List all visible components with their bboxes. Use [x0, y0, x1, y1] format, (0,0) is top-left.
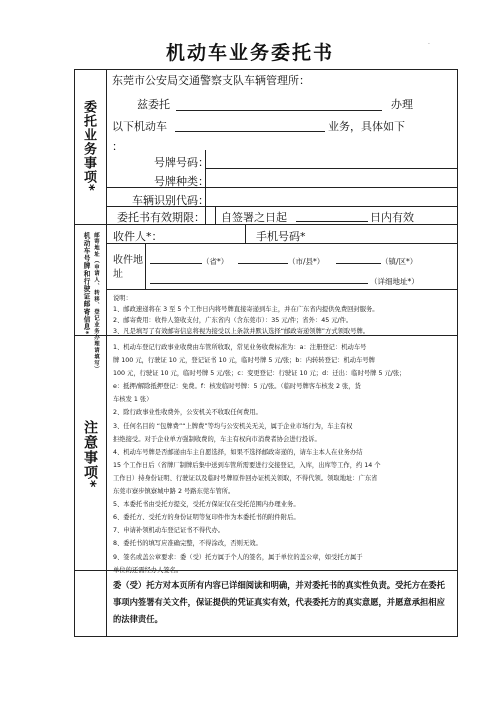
city-blank[interactable]	[238, 263, 288, 264]
validity-unit: 日内有效	[370, 211, 414, 224]
entrust-line2-suffix: 业务，具体如下	[328, 120, 405, 133]
notice-line: 工作日）持身份证明、行驶证以及临时号牌原件回办证机关领取，不得代领。领取地址：广东省	[113, 474, 378, 482]
vehicle-blank[interactable]	[175, 131, 325, 132]
footer-statement: 委（受）托方对本页所有内容已详细阅读和明确，并对委托书的真实性负责。受托方在委托事项内签署有关文件，保证提供的凭证真实有效，代表委托方的真实意愿，并愿意承担相应的法律责任。	[113, 580, 445, 624]
address-label: 收件地址	[113, 255, 143, 280]
plate-type-label: 号牌种类：	[154, 175, 209, 188]
recipient-label: 收件人*：	[113, 230, 163, 243]
validity-from: 自签署之日起	[221, 211, 287, 224]
entrust-line3: ：	[112, 140, 123, 153]
notes-heading: 说明：	[113, 295, 132, 302]
page-dot: ·	[428, 41, 430, 48]
notice-line: 东莞市寮步镇寮城中路 2 号路东莞车管所。	[113, 488, 235, 496]
delivery-side-label-sub: 邮寄地址（申请人、转移、登记业务办理请填写）	[93, 232, 99, 373]
notice-line: 牌 100 元，行驶证 10 元，登记证书 10 元，临时号牌 5 元/张；b：内转转登记：机动车号牌	[113, 357, 375, 365]
authority-line: 东莞市公安局交通警察支队车辆管理所：	[112, 74, 310, 87]
town-blank[interactable]	[336, 263, 381, 264]
notice-side-label: 注意事项*	[82, 420, 98, 489]
entrust-line2-prefix: 以下机动车	[112, 120, 167, 133]
side-column-divider	[106, 70, 107, 636]
detail-address-blank[interactable]	[150, 283, 368, 284]
phone-label: 手机号码*	[256, 230, 306, 243]
notice-line: 车核发 1 张）	[113, 396, 153, 404]
notice-line: 15 个工作日后（省牌厂制牌后集中送到车管所需要进行交接登记，入库，出库等工作，约 14 个	[113, 461, 381, 469]
validity-days-blank[interactable]	[296, 221, 368, 222]
detail-address-label: （详细地址*）	[370, 277, 419, 286]
notice-line: 6、委托方、受托方的身份证明等复印件作为本委托书的附件附后。	[113, 514, 300, 522]
notice-line: 8、委托书的填写应准确完整，不得涂改，否则无效。	[113, 540, 262, 548]
notice-text	[113, 341, 455, 577]
note-line: 1、邮政速递将在 3 至 5 个工作日内将号牌直接寄递到车主，并在广东省内提供免费回封服务。	[113, 306, 379, 313]
entrustee-blank[interactable]	[176, 110, 382, 111]
validity-label: 委托书有效期限：	[117, 211, 205, 224]
entrust-line1-prefix: 兹委托	[137, 98, 170, 111]
city-label: （市/县*）	[288, 257, 325, 266]
notice-line: 单位的还需经办人签名。	[113, 566, 183, 574]
notice-line: 3、任何名目的 “包牌费”“上牌费”等均与公安机关无关，属于企业市场行为，车主有权	[113, 422, 353, 430]
notice-line: 4、机动车号牌是否邮递由车主自愿选择，如果不选择邮政寄递的，请车主本人在业务办结	[113, 448, 363, 456]
note-line: 3、凡是填写了有效邮寄信息将视为接受以上条款并默认选择“邮政寄递领牌”方式领取号牌。	[113, 328, 370, 335]
notice-line: 5、本委托书由受托方提交，受托方保证仅在受托范围内办理业务。	[113, 501, 300, 509]
notice-line: 9、签名或盖公章要求：委（受）托方属于个人的签名，属于单位的盖公章，如受托方属于	[113, 553, 363, 561]
entrust-line1-suffix: 办理	[391, 98, 413, 111]
entrust-side-label: 委托业务事项*	[81, 100, 96, 192]
note-line: 2、邮寄费用：收件人签收支付，广东省内（含东莞市）：35 元/件；省外：45 元/件。	[113, 317, 353, 324]
vin-label: 车辆识别代码：	[132, 194, 209, 207]
section-divider-2	[75, 335, 457, 336]
notice-line: 7、申请补领机动车登记证书不得代办。	[113, 527, 225, 535]
notice-line: 100 元，行驶证 10 元，临时号牌 5 元/张；c：变更登记：行驶证 10 元；d：迁出：临时号牌 5 元/张；	[113, 370, 406, 378]
notice-line: e：抵押/解除抵押登记：免费。f：核发临时号牌：5 元/张。（临时号牌客车核发 2 张，货	[113, 383, 361, 391]
province-blank[interactable]	[150, 263, 202, 264]
page-title: 机动车业务委托书	[165, 42, 334, 64]
notice-line: 2、除行政事业性收费外，公安机关不收取任何费用。	[113, 409, 262, 417]
notice-line: 拒绝接受。对于企业单方强制收费的，车主有权向市消费者协会进行投诉。	[113, 435, 321, 443]
town-label: （镇/区*）	[381, 257, 418, 266]
delivery-side-label: 机动车号牌和行驶证邮寄信息*	[82, 232, 90, 336]
province-label: （省*）	[202, 257, 229, 266]
plate-number-label: 号牌号码：	[154, 156, 209, 169]
notice-line: 1、机动车登记行政事业收费由车管所收取，常见业务收费标准为：a：注册登记：机动车号	[113, 344, 367, 351]
